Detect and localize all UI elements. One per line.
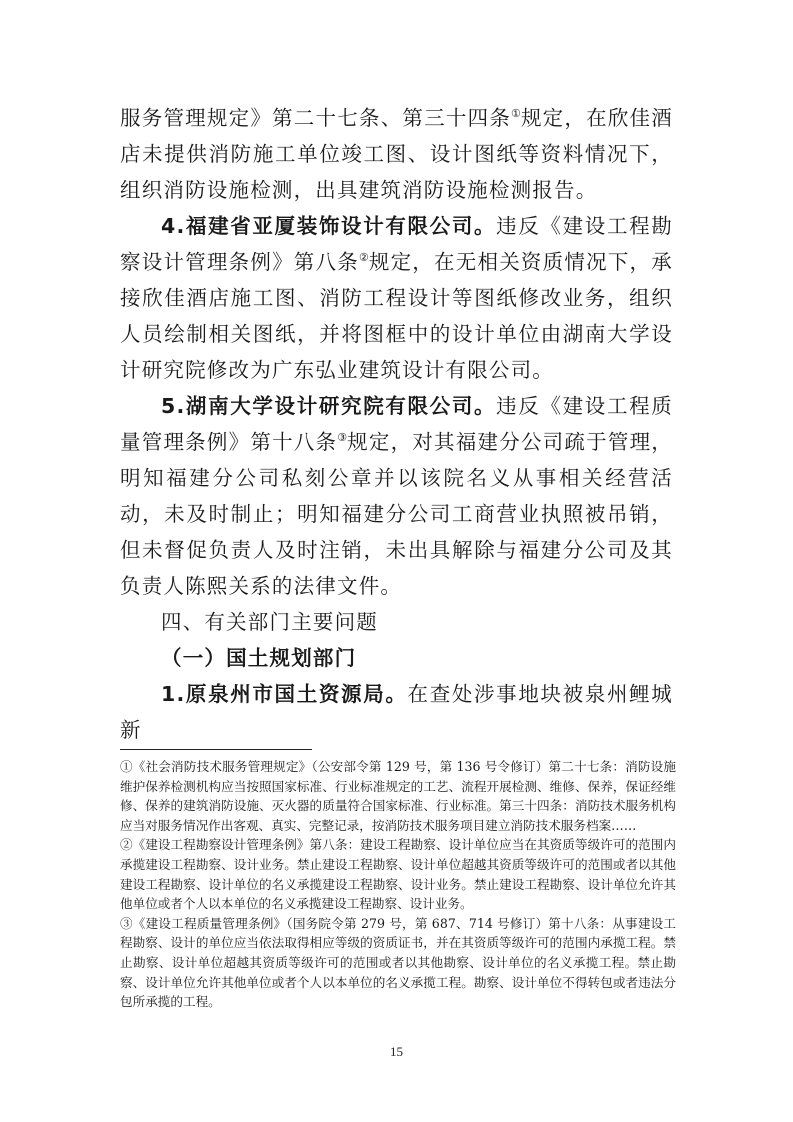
- paragraph-item-4: 4.福建省亚厦装饰设计有限公司。违反《建设工程勘察设计管理条例》第八条②规定，在无相关资质情况下，承接欣佳酒店施工图、消防工程设计等图纸修改业务，组织人员绘制相关图纸，并将图框中的设计单位由湖南大学设计研究院修改为广东弘业建筑设计有限公司。: [120, 214, 673, 382]
- item-4-title: 4.福建省亚厦装饰设计有限公司。: [161, 214, 497, 238]
- footnote-1: ①《社会消防技术服务管理规定》（公安部令第 129 号，第 136 号令修订）第二十七条：消防设施维护保养检测机构应当按照国家标准、行业标准规定的工艺、流程开展检测、维修、保养，保证经维修、保养的建筑消防设施、灭火器的质量符合国家标准、行业标准。第三十四条：消防技术服务机构应当对服务情况作出客观、真实、完整记录，按消防技术服务项目建立消防技术服务档案……: [120, 759, 676, 833]
- body-text: [120, 100, 673, 748]
- subsection-heading: （一）国土规划部门: [161, 646, 357, 670]
- footnote-ref-1[interactable]: ①: [511, 107, 521, 121]
- page-number: 15: [390, 1044, 403, 1059]
- footnote-3: ③《建设工程质量管理条例》（国务院令第 279 号，第 687、714 号修订）第十八条：从事建设工程勘察、设计的单位应当依法取得相应等级的资质证书，并在其资质等级许可的范围内承揽工程。禁止勘察、设计单位超越其资质等级许可的范围或者以其他勘察、设计单位的名义承揽工程。禁止勘察、设计单位允许其他单位或者个人以本单位的名义承揽工程。勘察、设计单位不得转包或者违法分包所承揽的工程。: [120, 915, 676, 1010]
- paragraph-item-5: 5.湖南大学设计研究院有限公司。违反《建设工程质量管理条例》第十八条③规定，对其福建分公司疏于管理，明知福建分公司私刻公章并以该院名义从事相关经营活动，未及时制止；明知福建分公司工商营业执照被吊销，但未督促负责人及时注销，未出具解除与福建分公司及其负责人陈熙关系的法律文件。: [120, 394, 673, 598]
- footnotes: [120, 757, 676, 1012]
- footnote-2: ②《建设工程勘察设计管理条例》第八条：建设工程勘察、设计单位应当在其资质等级许可的范围内承揽建设工程勘察、设计业务。禁止建设工程勘察、设计单位超越其资质等级许可的范围或者以其他建设工程勘察、设计单位的名义承揽建设工程勘察、设计业务。禁止建设工程勘察、设计单位允许其他单位或者个人以本单位的名义承揽建设工程勘察、设计业务。: [120, 837, 676, 912]
- item-1-title: 1.原泉州市国土资源局。: [161, 682, 408, 706]
- paragraph-continuation: 服务管理规定》第二十七条、第三十四条①规定，在欣佳酒店未提供消防施工单位竣工图、设计图纸等资料情况下，组织消防设施检测，出具建筑消防设施检测报告。: [120, 106, 673, 202]
- paragraph-item-1: 1.原泉州市国土资源局。在查处涉事地块被泉州鲤城新: [120, 682, 674, 742]
- section-heading: 四、有关部门主要问题: [161, 610, 378, 634]
- footnote-divider: [120, 749, 312, 750]
- footnote-ref-2[interactable]: ②: [358, 251, 369, 265]
- footnote-ref-3[interactable]: ③: [337, 431, 348, 445]
- item-5-title: 5.湖南大学设计研究院有限公司。: [161, 394, 497, 418]
